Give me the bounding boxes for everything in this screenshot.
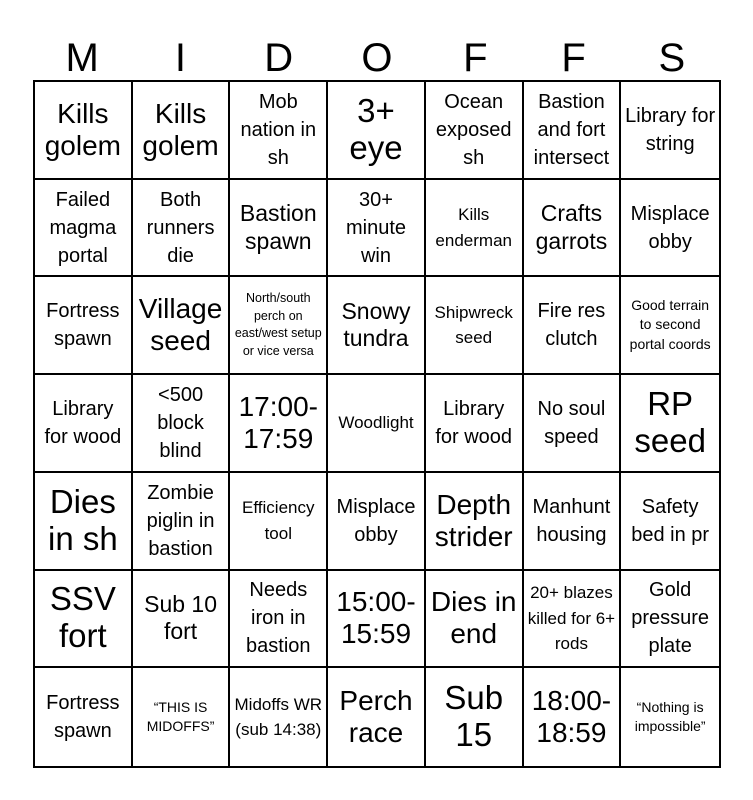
bingo-cell-label: Ocean exposed sh (435, 90, 512, 169)
bingo-cell[interactable] (230, 473, 328, 571)
bingo-cell[interactable] (621, 82, 719, 180)
bingo-cell-label: Kills enderman (435, 205, 512, 250)
bingo-cell-label: No soul speed (537, 397, 606, 448)
bingo-cell-label: Misplace obby (336, 495, 416, 546)
bingo-cell-label: <500 block blind (157, 383, 204, 462)
header-letter-d: D (264, 36, 294, 80)
bingo-cell[interactable] (35, 668, 133, 766)
bingo-cell-label: 17:00-17:59 (238, 390, 318, 454)
bingo-cell-label: “THIS IS MIDOFFS” (146, 698, 215, 735)
bingo-cell[interactable] (230, 277, 328, 375)
bingo-cell-label: Efficiency tool (242, 498, 315, 543)
bingo-header (33, 36, 721, 80)
bingo-cell-label: RP seed (634, 385, 706, 459)
header-letter-f1: F (463, 36, 488, 80)
bingo-cell[interactable] (621, 473, 719, 571)
bingo-cell-label: Library for wood (44, 397, 122, 448)
bingo-cell-label: Safety bed in pr (631, 495, 710, 546)
bingo-cell[interactable] (524, 375, 622, 473)
bingo-cell-label: Sub 15 (444, 679, 504, 754)
bingo-cell-label: Midoffs WR (sub 14:38) (234, 694, 323, 740)
bingo-cell[interactable] (621, 180, 719, 278)
bingo-cell[interactable] (35, 375, 133, 473)
bingo-cell[interactable] (426, 473, 524, 571)
bingo-cell-label: Manhunt housing (532, 495, 611, 546)
bingo-cell-label: Both runners die (146, 188, 215, 267)
bingo-cell-label: Good terrain to second portal coords (629, 296, 711, 353)
bingo-cell-label: Failed magma portal (49, 188, 117, 267)
bingo-cell-label: 3+ eye (349, 91, 403, 166)
bingo-cell[interactable] (35, 473, 133, 571)
bingo-cell-label: Dies in end (430, 586, 517, 650)
bingo-cell-label: Fortress spawn (46, 300, 120, 351)
bingo-cell[interactable] (426, 277, 524, 375)
bingo-cell-label: 20+ blazes killed for 6+ rods (527, 583, 616, 654)
bingo-cell-label: Gold pressure plate (631, 579, 710, 658)
bingo-cell[interactable] (35, 277, 133, 375)
bingo-cell[interactable] (133, 571, 231, 669)
bingo-cell[interactable] (35, 571, 133, 669)
bingo-cell-label: Bastion spawn (239, 199, 317, 254)
bingo-cell-label: Bastion and fort intersect (533, 90, 610, 169)
bingo-cell-label: 18:00-18:59 (531, 684, 612, 749)
bingo-cell[interactable] (524, 473, 622, 571)
bingo-cell-label: SSV fort (49, 580, 116, 655)
bingo-cell[interactable] (621, 277, 719, 375)
bingo-cell[interactable] (35, 180, 133, 278)
bingo-cell-label: Shipwreck seed (434, 302, 513, 348)
bingo-cell-label: 15:00-15:59 (336, 586, 416, 650)
bingo-cell-label: Perch race (339, 684, 413, 749)
bingo-cell[interactable] (35, 82, 133, 180)
bingo-cell[interactable] (328, 473, 426, 571)
bingo-cell[interactable] (426, 82, 524, 180)
bingo-cell-label: Needs iron in bastion (246, 579, 311, 658)
bingo-cell[interactable] (230, 180, 328, 278)
bingo-cell[interactable] (133, 277, 231, 375)
bingo-cell-label: Library for wood (435, 397, 513, 448)
header-letter-i: I (174, 36, 186, 80)
bingo-cell[interactable] (621, 375, 719, 473)
header-letter-s: S (658, 36, 686, 80)
bingo-cell[interactable] (133, 375, 231, 473)
bingo-cell[interactable] (426, 571, 524, 669)
bingo-cell[interactable] (426, 375, 524, 473)
bingo-cell-label: Dies in sh (47, 482, 118, 557)
bingo-cell[interactable] (524, 180, 622, 278)
bingo-cell[interactable] (133, 82, 231, 180)
bingo-cell-label: Crafts garrots (535, 199, 608, 254)
bingo-cell[interactable] (328, 571, 426, 669)
bingo-cell[interactable] (524, 668, 622, 766)
bingo-cell[interactable] (524, 571, 622, 669)
bingo-cell[interactable] (133, 180, 231, 278)
bingo-cell-label: Fire res clutch (537, 300, 606, 351)
bingo-cell[interactable] (133, 473, 231, 571)
bingo-cell[interactable] (524, 82, 622, 180)
bingo-cell[interactable] (524, 277, 622, 375)
bingo-cell-label: Mob nation in sh (240, 90, 317, 169)
bingo-cell[interactable] (621, 571, 719, 669)
header-letter-m: M (65, 36, 99, 80)
bingo-cell[interactable] (328, 668, 426, 766)
bingo-cell-label: Zombie piglin in bastion (146, 481, 215, 560)
bingo-cell-label: Depth strider (434, 488, 513, 552)
bingo-cell[interactable] (133, 668, 231, 766)
header-letter-f2: F (561, 36, 586, 80)
bingo-cell[interactable] (230, 375, 328, 473)
bingo-cell[interactable] (328, 277, 426, 375)
bingo-cell[interactable] (328, 375, 426, 473)
bingo-cell[interactable] (621, 668, 719, 766)
bingo-cell-label: Misplace obby (630, 202, 710, 253)
bingo-cell-label: “Nothing is impossible” (634, 698, 706, 735)
bingo-cell[interactable] (426, 180, 524, 278)
bingo-cell-label: 30+ minute win (345, 188, 406, 267)
bingo-cell[interactable] (328, 82, 426, 180)
bingo-cell[interactable] (230, 668, 328, 766)
bingo-cell-label: Kills golem (44, 97, 121, 161)
bingo-cell-label: Woodlight (338, 413, 414, 433)
bingo-cell-label: Fortress spawn (46, 692, 120, 743)
bingo-cell-label: Sub 10 fort (144, 590, 218, 645)
header-letter-o: O (361, 36, 393, 80)
bingo-cell[interactable] (230, 571, 328, 669)
bingo-cell[interactable] (230, 82, 328, 180)
bingo-cell[interactable] (328, 180, 426, 278)
bingo-cell-label: Library for string (625, 104, 716, 155)
bingo-cell-label: Village seed (138, 293, 223, 357)
bingo-cell-label: Snowy tundra (341, 297, 411, 352)
bingo-board (33, 80, 721, 768)
bingo-cell[interactable] (426, 668, 524, 766)
bingo-cell-label: Kills golem (142, 97, 219, 161)
bingo-cell-label: North/south perch on east/west setup or vice versa (234, 291, 322, 358)
